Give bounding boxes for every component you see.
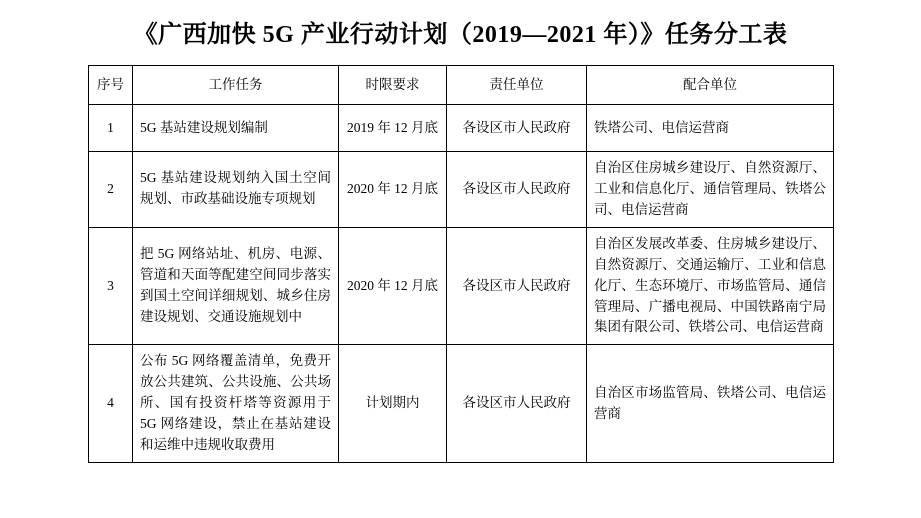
cell-seq: 4 [89,345,133,463]
cell-cooperating: 自治区发展改革委、住房城乡建设厅、自然资源厅、交通运输厅、工业和信息化厅、生态环境厅、市场监管局、通信管理局、广播电视局、中国铁路南宁局集团有限公司、铁塔公司、电信运营商 [587,227,834,345]
column-header-cooperating: 配合单位 [587,66,834,105]
cell-seq: 2 [89,152,133,228]
cell-seq: 1 [89,105,133,152]
column-header-time: 时限要求 [339,66,447,105]
cell-time: 计划期内 [339,345,447,463]
table-row [89,227,834,345]
cell-cooperating: 自治区市场监管局、铁塔公司、电信运营商 [587,345,834,463]
document-page [0,14,921,518]
cell-cooperating: 铁塔公司、电信运营商 [587,105,834,152]
task-division-table [88,65,834,463]
cell-time: 2020 年 12 月底 [339,227,447,345]
cell-cooperating: 自治区住房城乡建设厅、自然资源厅、工业和信息化厅、通信管理局、铁塔公司、电信运营商 [587,152,834,228]
cell-time: 2020 年 12 月底 [339,152,447,228]
task-table-container [88,65,833,463]
table-row [89,152,834,228]
column-header-seq: 序号 [89,66,133,105]
cell-time: 2019 年 12 月底 [339,105,447,152]
cell-responsible: 各设区市人民政府 [447,345,587,463]
cell-task: 5G 基站建设规划纳入国土空间规划、市政基础设施专项规划 [133,152,339,228]
cell-responsible: 各设区市人民政府 [447,105,587,152]
column-header-responsible: 责任单位 [447,66,587,105]
table-row [89,105,834,152]
cell-responsible: 各设区市人民政府 [447,152,587,228]
table-row [89,345,834,463]
table-header-row [89,66,834,105]
cell-task: 公布 5G 网络覆盖清单，免费开放公共建筑、公共设施、公共场所、国有投资杆塔等资源用于 5G 网络建设，禁止在基站建设和运维中违规收取费用 [133,345,339,463]
cell-task: 5G 基站建设规划编制 [133,105,339,152]
cell-responsible: 各设区市人民政府 [447,227,587,345]
column-header-task: 工作任务 [133,66,339,105]
page-title: 《广西加快 5G 产业行动计划（2019—2021 年）》任务分工表 [133,22,788,48]
cell-seq: 3 [89,227,133,345]
cell-task: 把 5G 网络站址、机房、电源、管道和天面等配建空间同步落实到国土空间详细规划、城乡住房建设规划、交通设施规划中 [133,227,339,345]
